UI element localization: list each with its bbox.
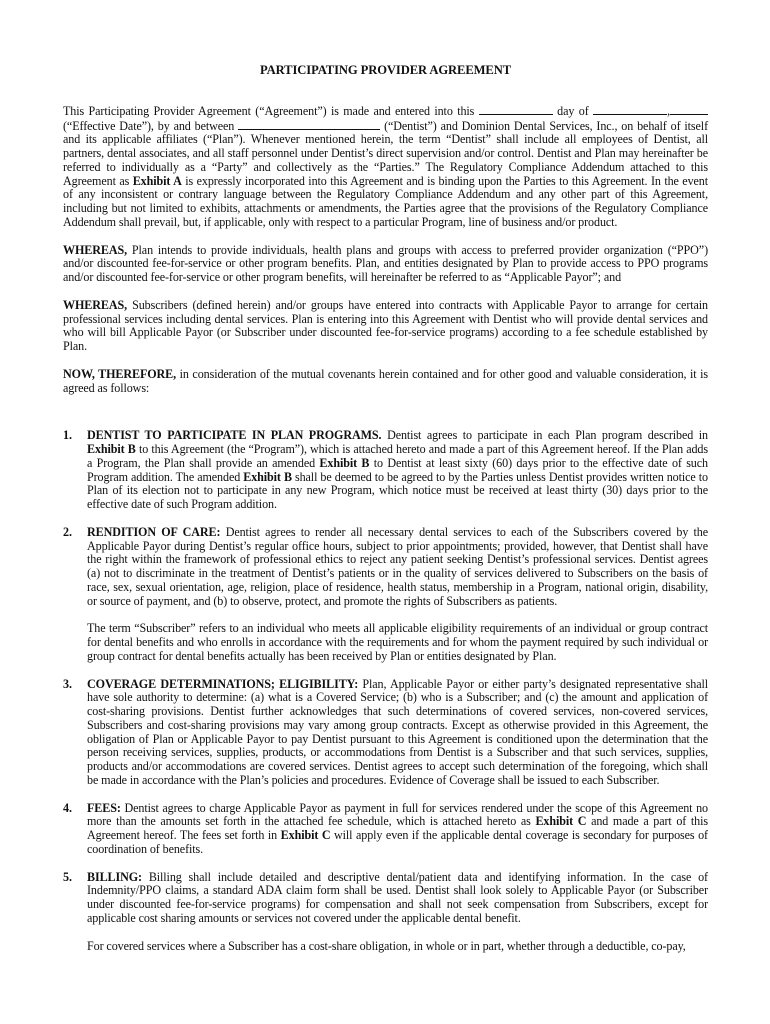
section-2-number: 2. (63, 524, 72, 539)
section-1-text-b: to this Agreement (the “Program”), which is attached hereto and made a part of this Agreement hereof. If the Plan adds a Program, the Plan shall provide an amended (87, 442, 708, 470)
exhibit-a-ref: Exhibit A (132, 173, 182, 188)
section-2-text: Dentist agrees to render all necessary dental services to each of the Subscribers covered by the Applicable Payor during Dentist’s regular office hours, subject to prior appointments; provided, however, that Dentist shall have the right within the framework of professional ethics to reject any patient seeking Dentist’s professional services. Dentist agrees (a) not to discriminate in the treatment of Dentist’s patients or in the quality of services delivered to Subscribers on the basis of race, sex, sexual orientation, age, religion, place of residence, health status, membership in a Program, national origin, disability, or source of payment, and (b) to observe, protect, and promote the rights of Subscribers as patients. (87, 524, 708, 608)
whereas-paragraph-1 (63, 244, 708, 285)
now-therefore-text: in consideration of the mutual covenants herein contained and for other good and valuable consideration, it is agreed as follows: (63, 366, 708, 395)
section-1 (63, 429, 708, 512)
document-title: PARTICIPATING PROVIDER AGREEMENT (259, 63, 512, 77)
month-blank[interactable] (593, 104, 667, 115)
year-blank[interactable] (670, 104, 708, 115)
section-4-number: 4. (63, 800, 72, 815)
exhibit-c-ref-2: Exhibit C (280, 828, 331, 842)
section-5-heading: BILLING: (87, 869, 142, 884)
section-1-text-d: shall be deemed to be agreed to by the Parties unless Dentist provides written notice to Plan of its election not to participate in any new Program, which notice must be received at least thirty (30) days prior to the effective date of such Program addition. (87, 469, 708, 511)
intro-text-e: (“Dentist”) and Dominion Dental Services, Inc., on behalf of itself and its applicable affiliates (“Plan”). Whenever mentioned herein, the term “Dentist” shall include all employees of Dentist, all partners, dental associates, and all staff personnel under Dentist’s direct supervision and/or control. Dentist and Plan may hereinafter be referred to individually as a “Party” and collectively as the “Parties.” The Regulatory Compliance Addendum attached to this Agreement as (63, 118, 708, 188)
section-5 (63, 871, 708, 926)
now-therefore-lead: NOW, THEREFORE, (63, 366, 177, 381)
section-4 (63, 802, 708, 857)
intro-text-d: (“Effective Date”), by and between (63, 118, 235, 133)
day-blank[interactable] (479, 104, 553, 115)
exhibit-c-ref-1: Exhibit C (535, 814, 587, 829)
section-2-subscriber-definition: The term “Subscriber” refers to an individual who meets all applicable eligibility requirements of an individual or group contract for dental benefits and who enrolls in accordance with the requirements and for whom the payment required by such individual or group contract for dental benefits actually has been received by Plan or entities designated by Plan. (87, 621, 708, 663)
exhibit-b-ref-3: Exhibit B (243, 469, 292, 484)
dentist-name-blank[interactable] (238, 119, 380, 130)
section-3-number: 3. (63, 676, 72, 691)
now-therefore-paragraph (63, 368, 708, 396)
section-2 (63, 526, 708, 609)
section-4-text-a: Dentist agrees to charge Applicable Payor as payment in full for services rendered under the scope of this Agreement no more than the amounts set forth in the attached fee schedule, which is attached hereto as (87, 800, 708, 829)
intro-text-b: day of (557, 103, 589, 118)
section-4-text-b: and made a part of this Agreement hereof. The fees set forth in (87, 814, 708, 842)
section-3-text: Plan, Applicable Payor or either party’s designated representative shall have sole authority to determine: (a) what is a Covered Service; (b) who is a Subscriber; and (c) the amount and application of cost-sharing provisions. Dentist further acknowledges that such determinations of covered services, non-covered services, Subscribers and cost-sharing provisions may vary among group contracts. Except as otherwise provided in this Agreement, the obligation of Plan or Applicable Payor to pay Dentist pursuant to this Agreement is conditioned upon the determination that the person receiving services, supplies, products, or accommodations from Dentist is a Subscriber and that such services, supplies, products and/or accommodations are covered services. Dentist agrees to accept such determination of the foregoing, which shall be made in accordance with the Plan’s policies and procedures. Evidence of Coverage shall be issued to each Subscriber. (87, 676, 708, 787)
section-1-heading: DENTIST TO PARTICIPATE IN PLAN PROGRAMS. (87, 428, 382, 443)
section-1-text-c: to Dentist at least sixty (60) days prior to the effective date of such Program addition. The amended (87, 455, 708, 484)
section-spacer (63, 409, 708, 429)
section-4-heading: FEES: (87, 800, 121, 815)
intro-text-f: is expressly incorporated into this Agreement and is binding upon the Parties to this Agreement. In the event of any inconsistent or contrary language between the Regulatory Compliance Addendum and any other part of this Agreement, including but not limited to exhibits, attachments or amendments, the Parties agree that the provisions of the Regulatory Compliance Addendum shall prevail, but, if applicable, only with respect to a particular Program, line of business and/or product. (63, 173, 708, 229)
whereas-lead-2: WHEREAS, (63, 297, 128, 312)
agreement-page (63, 58, 708, 967)
whereas-paragraph-2 (63, 299, 708, 354)
intro-text-a: This Participating Provider Agreement (“Agreement”) is made and entered into this (63, 103, 475, 118)
exhibit-b-ref-1: Exhibit B (87, 442, 136, 456)
section-5-text: Billing shall include detailed and descriptive dental/patient data and identifying information. In the case of Indemnity/PPO claims, a standard ADA claim form shall be used. Dentist shall look solely to Applicable Payor (or Subscriber under discounted fee-for-service programs) for compensation and shall not seek compensation from Subscribers, except for applicable cost sharing amounts or services not covered under the applicable dental benefit. (87, 869, 708, 925)
section-4-text-c: will apply even if the applicable dental coverage is secondary for purposes of coordination of benefits. (87, 828, 708, 856)
section-3 (63, 678, 708, 788)
whereas-text-2: Subscribers (defined herein) and/or groups have entered into contracts with Applicable Payor to arrange for certain professional services including dental services. Plan is entering into this Agreement with Dentist who will provide dental services and who will bill Applicable Payor (or Subscriber under discounted fee-for-service programs) according to a fee schedule established by Plan. (63, 297, 708, 353)
section-3-heading: COVERAGE DETERMINATIONS; ELIGIBILITY: (87, 676, 359, 691)
section-5-cost-share-text: For covered services where a Subscriber has a cost-share obligation, in whole or in part, whether through a deductible, co-pay, (87, 938, 686, 953)
exhibit-b-ref-2: Exhibit B (319, 455, 370, 470)
whereas-text-1: Plan intends to provide individuals, health plans and groups with access to preferred provider organization (“PPO”) and/or discounted fee-for-service or other program benefits. Plan, and entities designated by Plan to provide access to PPO programs and/or discounted fee-for-service or other program benefits, will hereinafter be referred to as “Applicable Payor”; and (63, 242, 708, 284)
intro-text-c: , (667, 103, 670, 118)
section-1-text-a: Dentist agrees to participate in each Plan program described in (387, 428, 708, 443)
whereas-lead-1: WHEREAS, (63, 242, 128, 257)
section-5-number: 5. (63, 869, 72, 884)
section-1-number: 1. (63, 428, 72, 443)
section-2-heading: RENDITION OF CARE: (87, 524, 221, 539)
intro-paragraph (63, 104, 708, 230)
